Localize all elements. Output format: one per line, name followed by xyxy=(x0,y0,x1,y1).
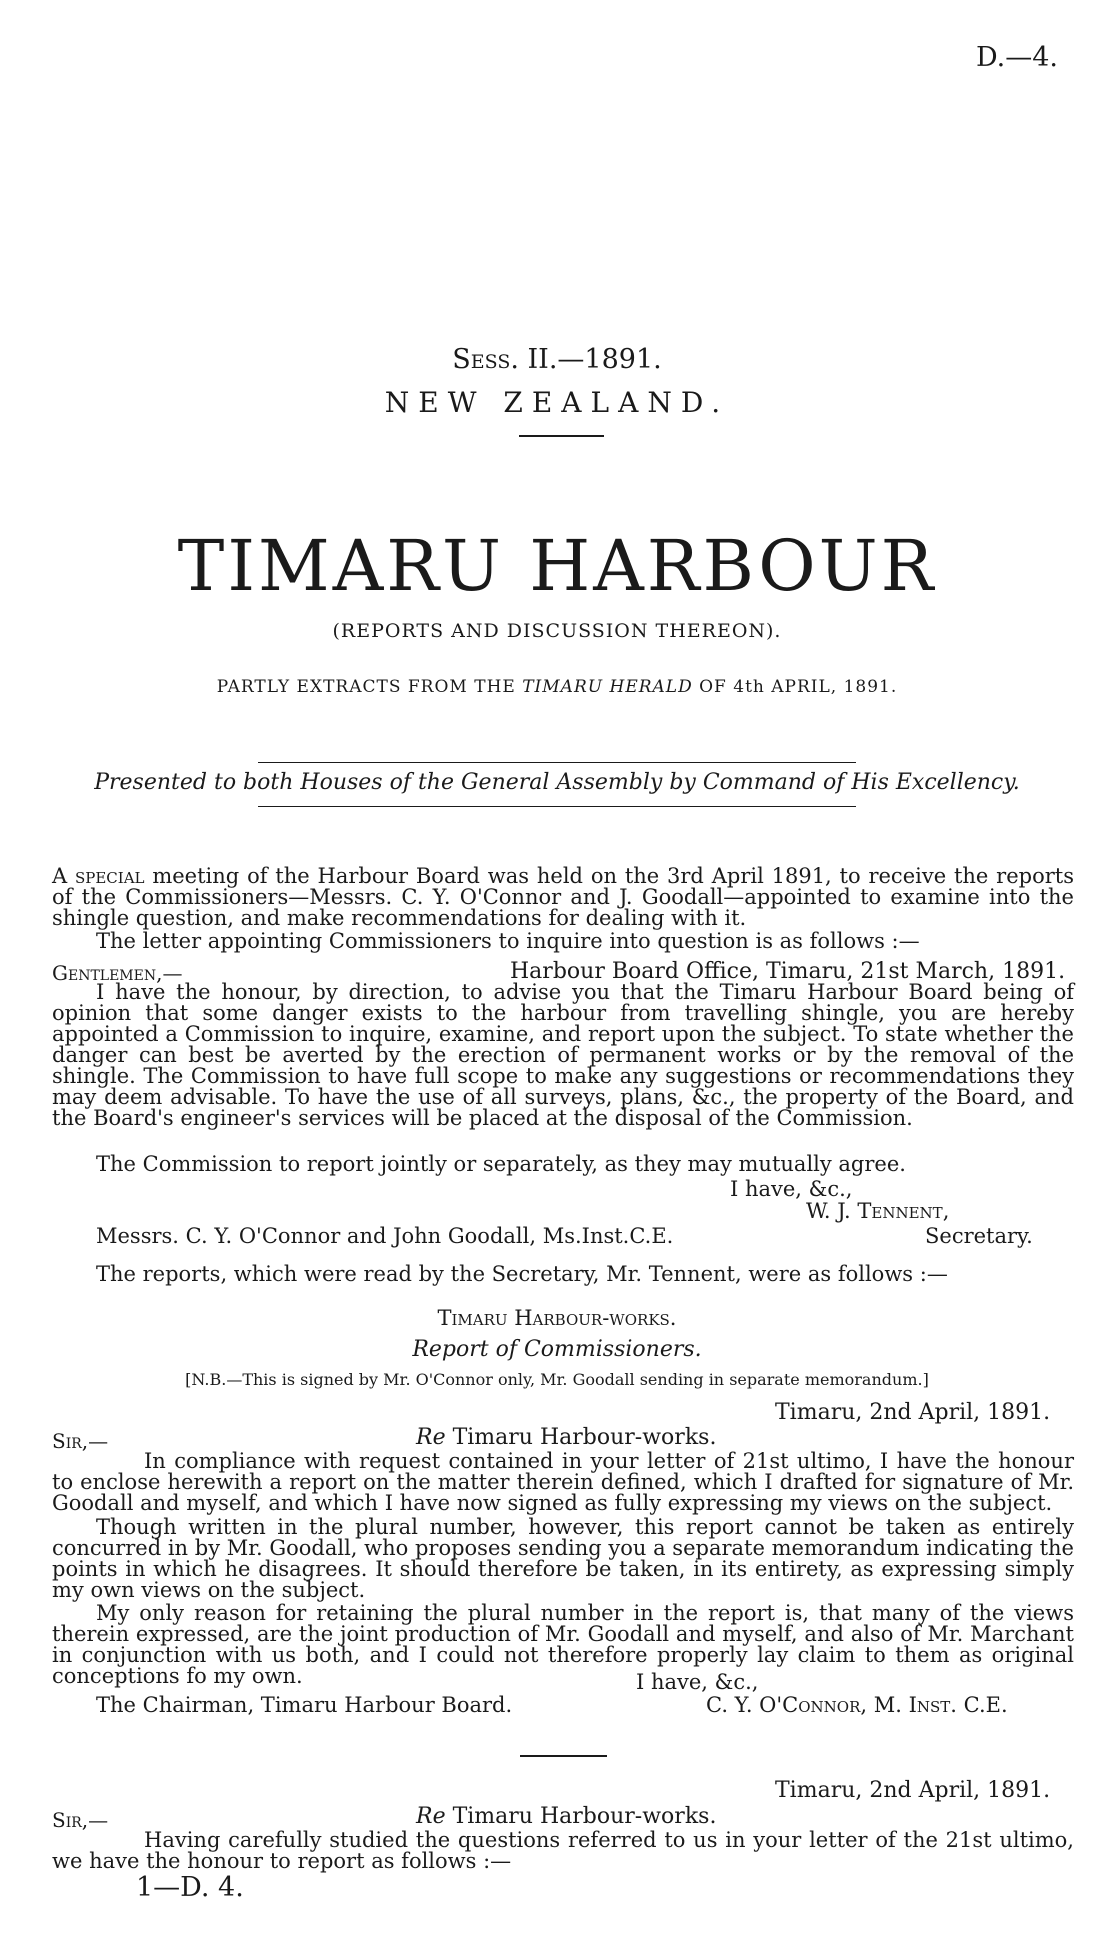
letter2-body: In compliance with request contained in your letter of 21st ultimo, I have the honour to enclose herewith a report on the matter therein defined, which I drafted for signature of Mr. Goodall and myself, and which I have now signed as fully expressing my views on the subject. xyxy=(52,1449,1074,1515)
presented-rule-bottom xyxy=(258,806,856,807)
letter1-salutation: Gentlemen,— xyxy=(52,961,183,985)
section-heading: Timaru Harbour-works. xyxy=(437,1306,677,1330)
letter2-dateline: Timaru, 2nd April, 1891. xyxy=(775,1400,1051,1425)
letter1-signer: W. J. Tennent, xyxy=(806,1199,950,1223)
section-note: [N.B.—This is signed by Mr. O'Connor only, Mr. Goodall sending in separate memorandum.] xyxy=(185,1370,929,1389)
extracts-line: PARTLY EXTRACTS FROM THE TIMARU HERALD OF 4th APRIL, 1891. xyxy=(216,677,898,697)
letter1-closing: I have, &c., xyxy=(730,1177,853,1201)
letter2-closing: I have, &c., xyxy=(636,1670,759,1694)
letter2-re-line: Re Timaru Harbour-works. xyxy=(416,1425,717,1450)
letter2-salutation: Sir,— xyxy=(52,1429,109,1453)
letter2-addressee: The Chairman, Timaru Harbour Board. xyxy=(96,1693,513,1717)
letter1-dateline: Harbour Board Office, Timaru, 21st March, 1891. xyxy=(510,959,1066,984)
letter1-signer-title: Secretary. xyxy=(925,1224,1033,1248)
transition-paragraph: The reports, which were read by the Secretary, Mr. Tennent, were as follows :— xyxy=(96,1262,948,1286)
letter-divider xyxy=(520,1755,607,1757)
country-line: NEW ZEALAND. xyxy=(384,386,730,419)
letter3-body: Having carefully studied the questions referred to us in your letter of the 21st ultimo, we have the honour to report as follows :— xyxy=(52,1828,1074,1873)
letter1-body: I have the honour, by direction, to advise you that the Timaru Harbour Board being of opinion that some danger exists to the harbour from travelling shingle, you are hereby appointed a Commission to inquire, examine, and report upon the subject. To state whether the danger can best be averted by the erection of permanent works or by the removal of the shingle. The Commission to have full scope to make any suggestions or recommendations they may deem advisable. To have the use of all surveys, plans, &c., the property of the Board, and the Board's engineer's services will be placed at the disposal of the Commission. xyxy=(52,980,1074,1130)
letter1-addressee: Messrs. C. Y. O'Connor and John Goodall, Ms.Inst.C.E. xyxy=(96,1224,674,1248)
intro-paragraph: A special meeting of the Harbour Board was held on the 3rd April 1891, to receive the reports of the Commissioners—Messrs. C. Y. O'Connor and J. Goodall—appointed to examine into the shingle question, and make recommendations for dealing with it. xyxy=(52,864,1074,930)
document-title: TIMARU HARBOUR xyxy=(177,525,937,607)
letter3-dateline: Timaru, 2nd April, 1891. xyxy=(775,1778,1051,1803)
letter2-signer: C. Y. O'Connor, M. Inst. C.E. xyxy=(706,1693,1008,1717)
presented-rule-top xyxy=(258,762,856,763)
document-subtitle: (REPORTS AND DISCUSSION THEREON). xyxy=(332,620,782,642)
footer-signature: 1—D. 4. xyxy=(136,1872,244,1903)
letter2-body-2: Though written in the plural number, however, this report cannot be taken as entirely concurred in by Mr. Goodall, who proposes sending you a separate memorandum indicating the points in which he disagrees. It should therefore be taken, in its entirety, as expressing simply my own views on the subject. xyxy=(52,1515,1074,1602)
letter3-re-line: Re Timaru Harbour-works. xyxy=(416,1804,717,1829)
presented-line: Presented to both Houses of the General Assembly by Command of His Excellency. xyxy=(94,770,1020,795)
page-reference: D.—4. xyxy=(975,42,1058,73)
intro-paragraph-2: The letter appointing Commissioners to inquire into question is as follows :— xyxy=(96,929,920,953)
letter1-body-2: The Commission to report jointly or separately, as they may mutually agree. xyxy=(96,1152,906,1176)
section-subheading: Report of Commissioners. xyxy=(412,1337,702,1362)
letter3-salutation: Sir,— xyxy=(52,1808,109,1832)
letter2-body-3: My only reason for retaining the plural number in the report is, that many of the views therein expressed, are the joint production of Mr. Goodall and myself, and also of Mr. Marchant in conjunction with us both, and I could not therefore properly lay claim to them as original conceptions fo my own. xyxy=(52,1601,1074,1688)
session-line: Sess. II.—1891. xyxy=(452,344,662,375)
title-divider xyxy=(519,435,604,437)
